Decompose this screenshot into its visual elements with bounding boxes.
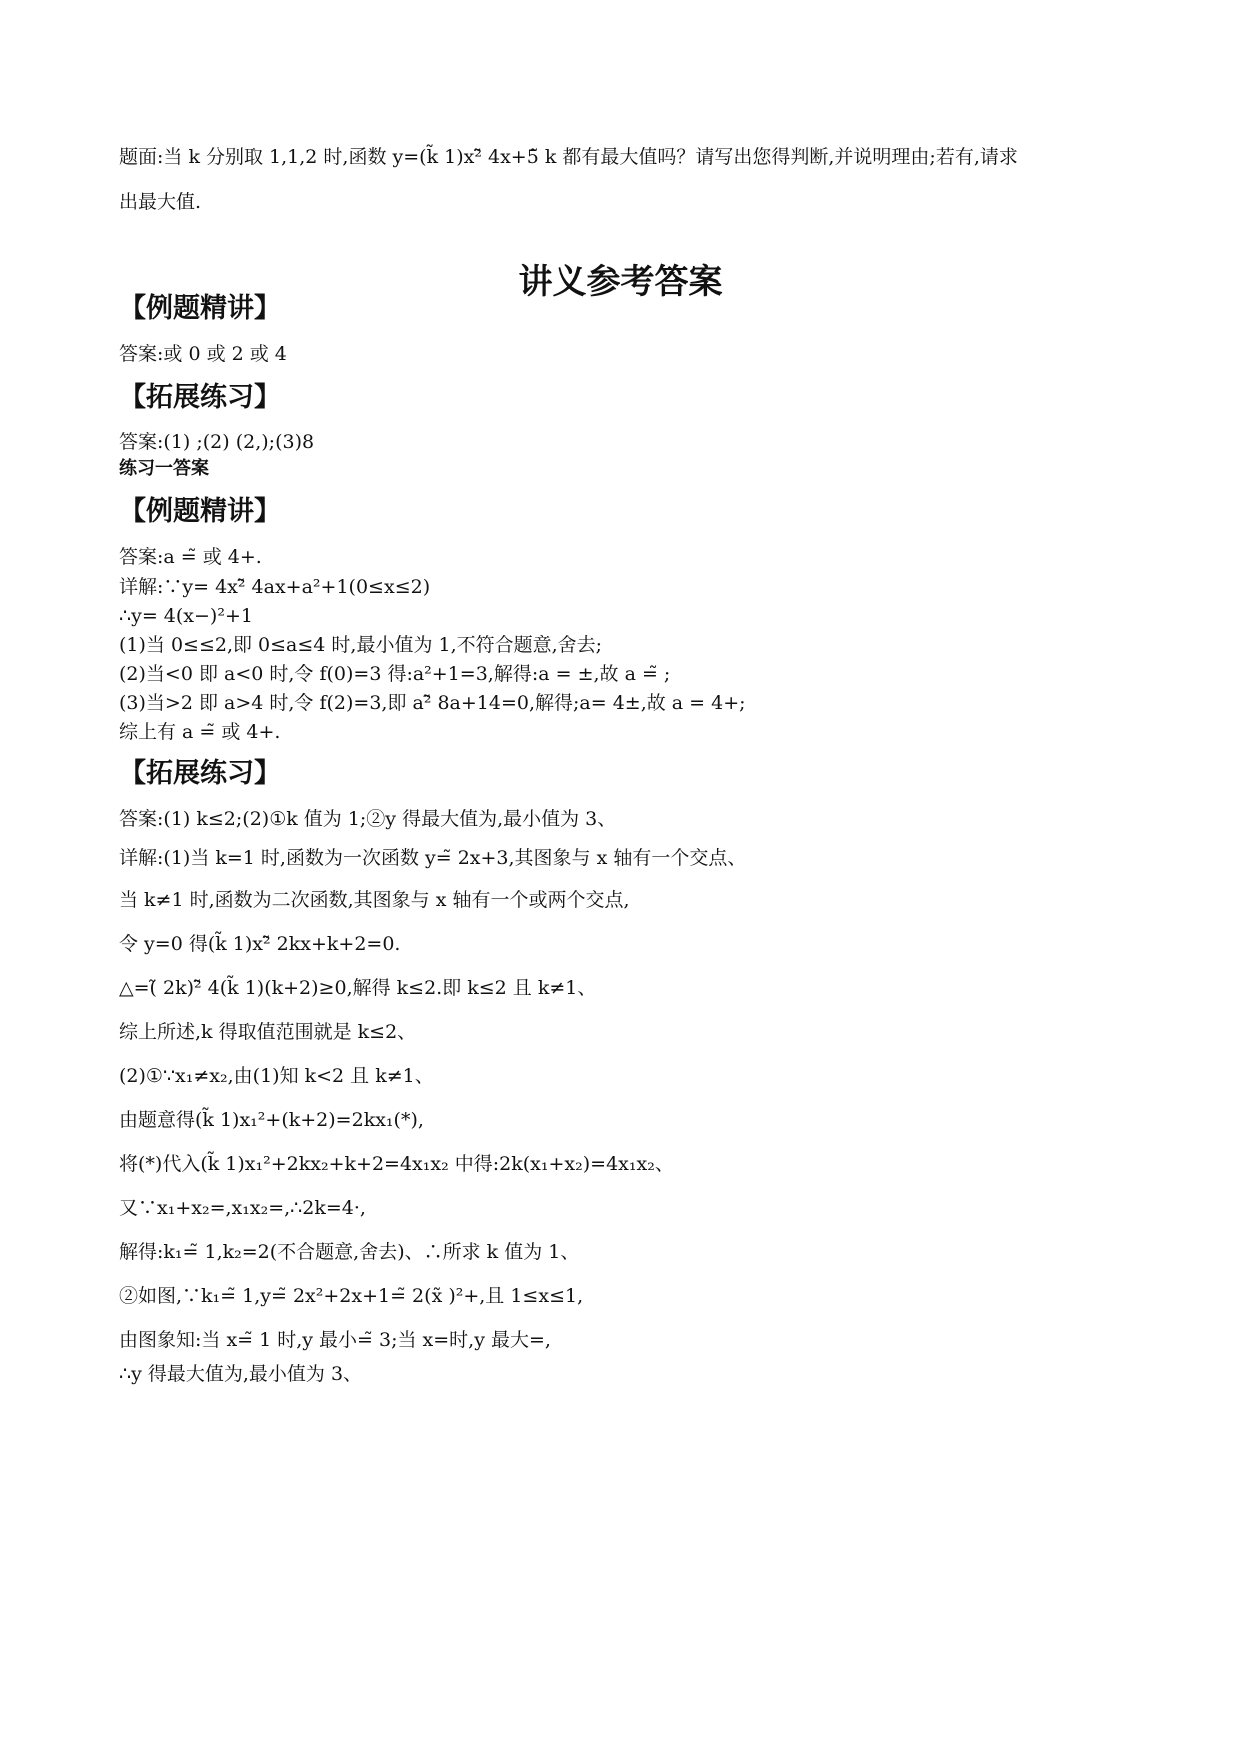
answer-example-1: 答案:或 0 或 2 或 4 [119, 343, 287, 365]
section-heading-example-1: 【例题精讲】 [119, 293, 281, 324]
extension-2-line: 解得:k₁=̃ 1,k₂=2(不合题意,舍去)、∴所求 k 值为 1、 [119, 1241, 580, 1263]
extension-2-line: (2)①∵x₁≠x₂,由(1)知 k<2 且 k≠1、 [119, 1065, 434, 1087]
page-title: 讲义参考答案 [518, 262, 723, 302]
example-2-line: 综上有 a =̃ 或 4+. [119, 721, 281, 743]
extension-2-line: ∴y 得最大值为,最小值为 3、 [119, 1363, 363, 1385]
extension-2-line: 由题意得(k̃ 1)x₁²+(k+2)=2kx₁(*), [119, 1109, 424, 1131]
example-2-line: 详解:∵y= 4x²̃ 4ax+a²+1(0≤x≤2) [119, 576, 431, 598]
extension-2-line: △=(̃ 2k)²̃ 4(k̃ 1)(k+2)≥0,解得 k≤2.即 k≤2 且 k≠1、 [119, 977, 597, 999]
extension-2-line: 又∵x₁+x₂=,x₁x₂=,∴2k=4·, [119, 1197, 366, 1219]
example-2-line: (2)当<0 即 a<0 时,令 f(0)=3 得:a²+1=3,解得:a = ±,故 a =̃ ; [119, 663, 671, 685]
section-heading-example-2: 【例题精讲】 [119, 496, 281, 527]
extension-2-line: 将(*)代入(k̃ 1)x₁²+2kx₂+k+2=4x₁x₂ 中得:2k(x₁+x₂)=4x₁x₂、 [119, 1153, 674, 1175]
extension-2-line: 详解:(1)当 k=1 时,函数为一次函数 y=̃ 2x+3,其图象与 x 轴有一个交点、 [119, 847, 747, 869]
problem-statement-line-1: 题面:当 k 分别取 1,1,2 时,函数 y=(k̃ 1)x²̃ 4x+5̃ k 都有最大值吗？请写出您得判断,并说明理由;若有,请求 [119, 146, 1018, 168]
example-2-line: (3)当>2 即 a>4 时,令 f(2)=3,即 a²̃ 8a+14=0,解得;a= 4±,故 a = 4+; [119, 692, 746, 714]
extension-2-line: ②如图,∵k₁=̃ 1,y=̃ 2x²+2x+1=̃ 2(x̃ )²+,且 1≤x≤1, [119, 1285, 584, 1307]
extension-2-line: 答案:(1) k≤2;(2)①k 值为 1;②y 得最大值为,最小值为 3、 [119, 808, 617, 830]
example-2-line: 答案:a =̃ 或 4+. [119, 546, 262, 568]
section-heading-extension-2: 【拓展练习】 [119, 758, 281, 789]
extension-2-line: 综上所述,k 得取值范围就是 k≤2、 [119, 1021, 417, 1043]
extension-2-line: 当 k≠1 时,函数为二次函数,其图象与 x 轴有一个或两个交点, [119, 889, 630, 911]
extension-2-line: 令 y=0 得(k̃ 1)x²̃ 2kx+k+2=0. [119, 933, 401, 955]
example-2-line: (1)当 0≤≤2,即 0≤a≤4 时,最小值为 1,不符合题意,舍去; [119, 634, 603, 656]
problem-statement-line-2: 出最大值. [119, 191, 202, 213]
answer-extension-1: 答案:(1) ;(2) (2,);(3)8 [119, 431, 315, 453]
practice-one-label: 练习一答案 [119, 458, 209, 479]
section-heading-extension-1: 【拓展练习】 [119, 382, 281, 413]
extension-2-line: 由图象知:当 x=̃ 1 时,y 最小=̃ 3;当 x=时,y 最大=, [119, 1329, 551, 1351]
example-2-line: ∴y= 4(x−)²+1 [119, 605, 253, 627]
